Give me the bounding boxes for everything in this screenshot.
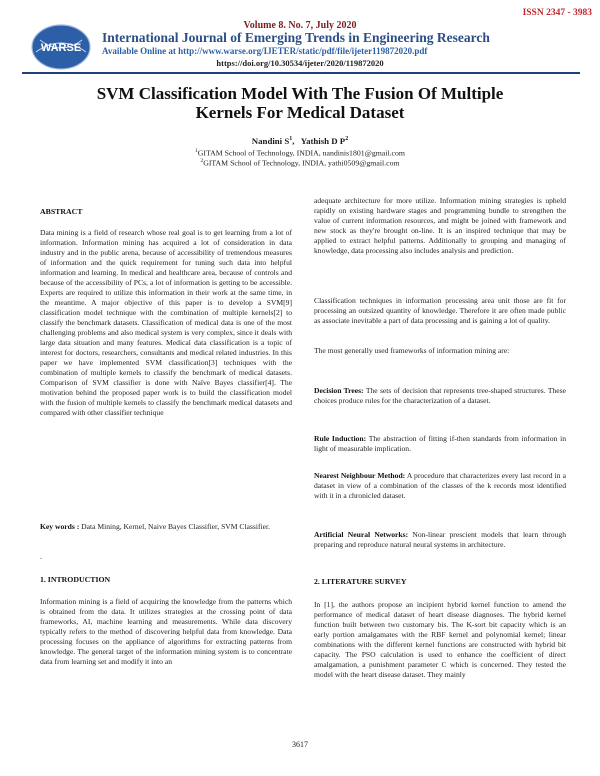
- literature-survey-paragraph: In [1], the authors propose an incipient hybrid kernel function to amend the performance of medical dataset of heart disease diagnoses. The hybrid kernel function built between two customary bis. The K-sort bit capacity which is an early portion amalgamates with the RBF kernel and polynomial kernel; linear combinations with the different kernel functions are constructed with hybrid bit capacity. The PSO calculation is used to enhance the coefficient of direct amalgamation, a punishment parameter C which is concerned. They tested the model with the heart disease dataset. They mainly: [314, 600, 566, 679]
- para-2: Classification techniques in information processing area unit those are fit for processing an outsized quantity of knowledge. Therefore it are often made public as associate inevitable a part of data processing and is gaining a lot of quality.: [314, 296, 566, 325]
- volume-line: Volume 8. No. 7, July 2020: [243, 20, 357, 31]
- title-line-2: Kernels For Medical Dataset: [195, 103, 405, 122]
- affil-2-sup: 2: [200, 158, 204, 164]
- authors: Nandini $S^1$, Yathish D $P^2$: [251, 136, 349, 146]
- rule-induction-label: Rule Induction:: [314, 434, 367, 443]
- literature-survey-heading-text: 2. LITERATURE SURVEY: [314, 577, 407, 586]
- author-2: Yathish D P: [300, 136, 346, 146]
- affiliation-1: [0, 148, 600, 158]
- page-number: 3617: [292, 740, 308, 749]
- rule-induction: [314, 434, 566, 454]
- keywords: [40, 522, 292, 532]
- right-column-para-1: [314, 196, 566, 256]
- nearest-neighbour-text: A procedure that characterizes every last record in a dataset in view of a combination of the classes of the k records most identified with it in a chronicled dataset.: [314, 471, 567, 500]
- journal-title: International Journal of Emerging Trends in Engineering Research: [102, 30, 490, 45]
- introduction-heading: [40, 575, 292, 585]
- keywords-text: Data Mining, Kernel, Naive Bayes Classifier, SVM Classifier.: [81, 522, 271, 531]
- artificial-neural-networks: [314, 530, 566, 550]
- stray-dot: .: [40, 552, 42, 561]
- abstract-paragraph: Data mining is a field of research whose real goal is to get learning from a lot of information. Information mining has acquired a lot of consideration in data industry and in the public arena, because of accessibility of tremendous measures of information and the quick requirement for tuning such data into helpful information and learning. In medical and healthcare area, because of controls and because of the accessibility of PCs, a lot of information is getting to be accessible. Experts are required to utilize this information in their work at the same time, in the meantime. A major objective of this paper is to develop a SVM[9] classification model technique with the combination of multiple kernels[2] to classify the benchmark datasets. Classification of medical data is one of the most challenging problems and also medical system is very complex, since it deals with large data situation and many features. Medical data classification is a topic of interest for doctors, researchers, consultants and medical related industries. In this paper we have implemented SVM classification[3] techniques with the combination of multiple kernels to classify the benchmark of medical datasets. Comparison of SVM classifier is done with Naïve Bayes classifier[4]. The motivation behind the proposed paper work is to build the classification model with the fusion of multiple kernels to classify the benchmark medical datasets and compared with other classifier technique: [40, 228, 292, 417]
- decision-trees-text: The sets of decision that represents tree-shaped structures. These choices produce rules for the characterization of a dataset.: [314, 386, 566, 405]
- doi-link[interactable]: https://doi.org/10.30534/ijeter/2020/119872020: [216, 58, 384, 68]
- keywords-label: Key words :: [40, 522, 80, 531]
- right-column-para-3: [314, 346, 566, 356]
- author-1: Nandini S: [251, 136, 290, 146]
- right-column-para-2: [314, 296, 566, 326]
- affiliation-2: [0, 158, 600, 168]
- literature-survey-heading: [314, 577, 566, 587]
- abstract-heading: [40, 207, 292, 217]
- header-divider: [22, 72, 580, 74]
- para-3: The most generally used frameworks of information mining are:: [314, 346, 510, 355]
- decision-trees-label: Decision Trees:: [314, 386, 364, 395]
- title-line-1: SVM Classification Model With The Fusion Of Multiple: [96, 84, 504, 103]
- logo-text: WARSE: [40, 42, 82, 54]
- ann-text: Non-linear prescient models that learn through preparing and reproduce natural neural systems in architecture.: [314, 530, 566, 549]
- affil-1-text: GITAM School of Technology, INDIA, nandinis1801@gmail.com: [197, 148, 405, 158]
- decision-trees: [314, 386, 566, 406]
- para-1: adequate architecture for more utilize. Information mining strategies is upheld rapidly on existing hardware stages and programming bundle to strengthen the value of current information resources, and might be joined with framework and new stock as they're brought on-line. It is an inspired technique that may be applied to extract helpful patterns. Additionally to grouping and managing of knowledge, data processing also includes analysis and prediction.: [314, 196, 566, 255]
- introduction-paragraph: Information mining is a field of acquiring the knowledge from the patterns which is obtained from the data. It utilizes strategies at the crossing point of data frameworks, AI, machine learning and measurements. While data discovery typically refers to the method of discovering helpful data from knowledge. Data processing focuses on the appliance of algorithms for extracting patterns from knowledge. The general target of the information mining system is to concentrate data from learning set and modify it into an: [40, 597, 292, 666]
- paper-title: [40, 84, 560, 122]
- introduction-body: [40, 597, 292, 667]
- author-2-sup: 2: [345, 136, 349, 143]
- abstract-body: [40, 228, 292, 418]
- abstract-heading-text: ABSTRACT: [40, 207, 83, 216]
- available-online-link[interactable]: Available Online at http://www.warse.org/IJETER/static/pdf/file/ijeter119872020.pdf: [102, 46, 428, 56]
- rule-induction-text: The abstraction of fitting if-then standards from information in light of measurable implication.: [314, 434, 566, 453]
- affil-1-sup: 1: [195, 148, 198, 154]
- nearest-neighbour: [314, 471, 566, 501]
- affil-2-text: GITAM School of Technology, INDIA, yathi0509@gmail.com: [203, 158, 400, 168]
- literature-survey-body: [314, 600, 566, 680]
- introduction-heading-text: 1. INTRODUCTION: [40, 575, 111, 584]
- issn: ISSN 2347 - 3983: [522, 8, 592, 18]
- author-1-sup: 1: [289, 136, 293, 143]
- nearest-neighbour-label: Nearest Neighbour Method:: [314, 471, 406, 480]
- ann-label: Artificial Neural Networks:: [314, 530, 409, 539]
